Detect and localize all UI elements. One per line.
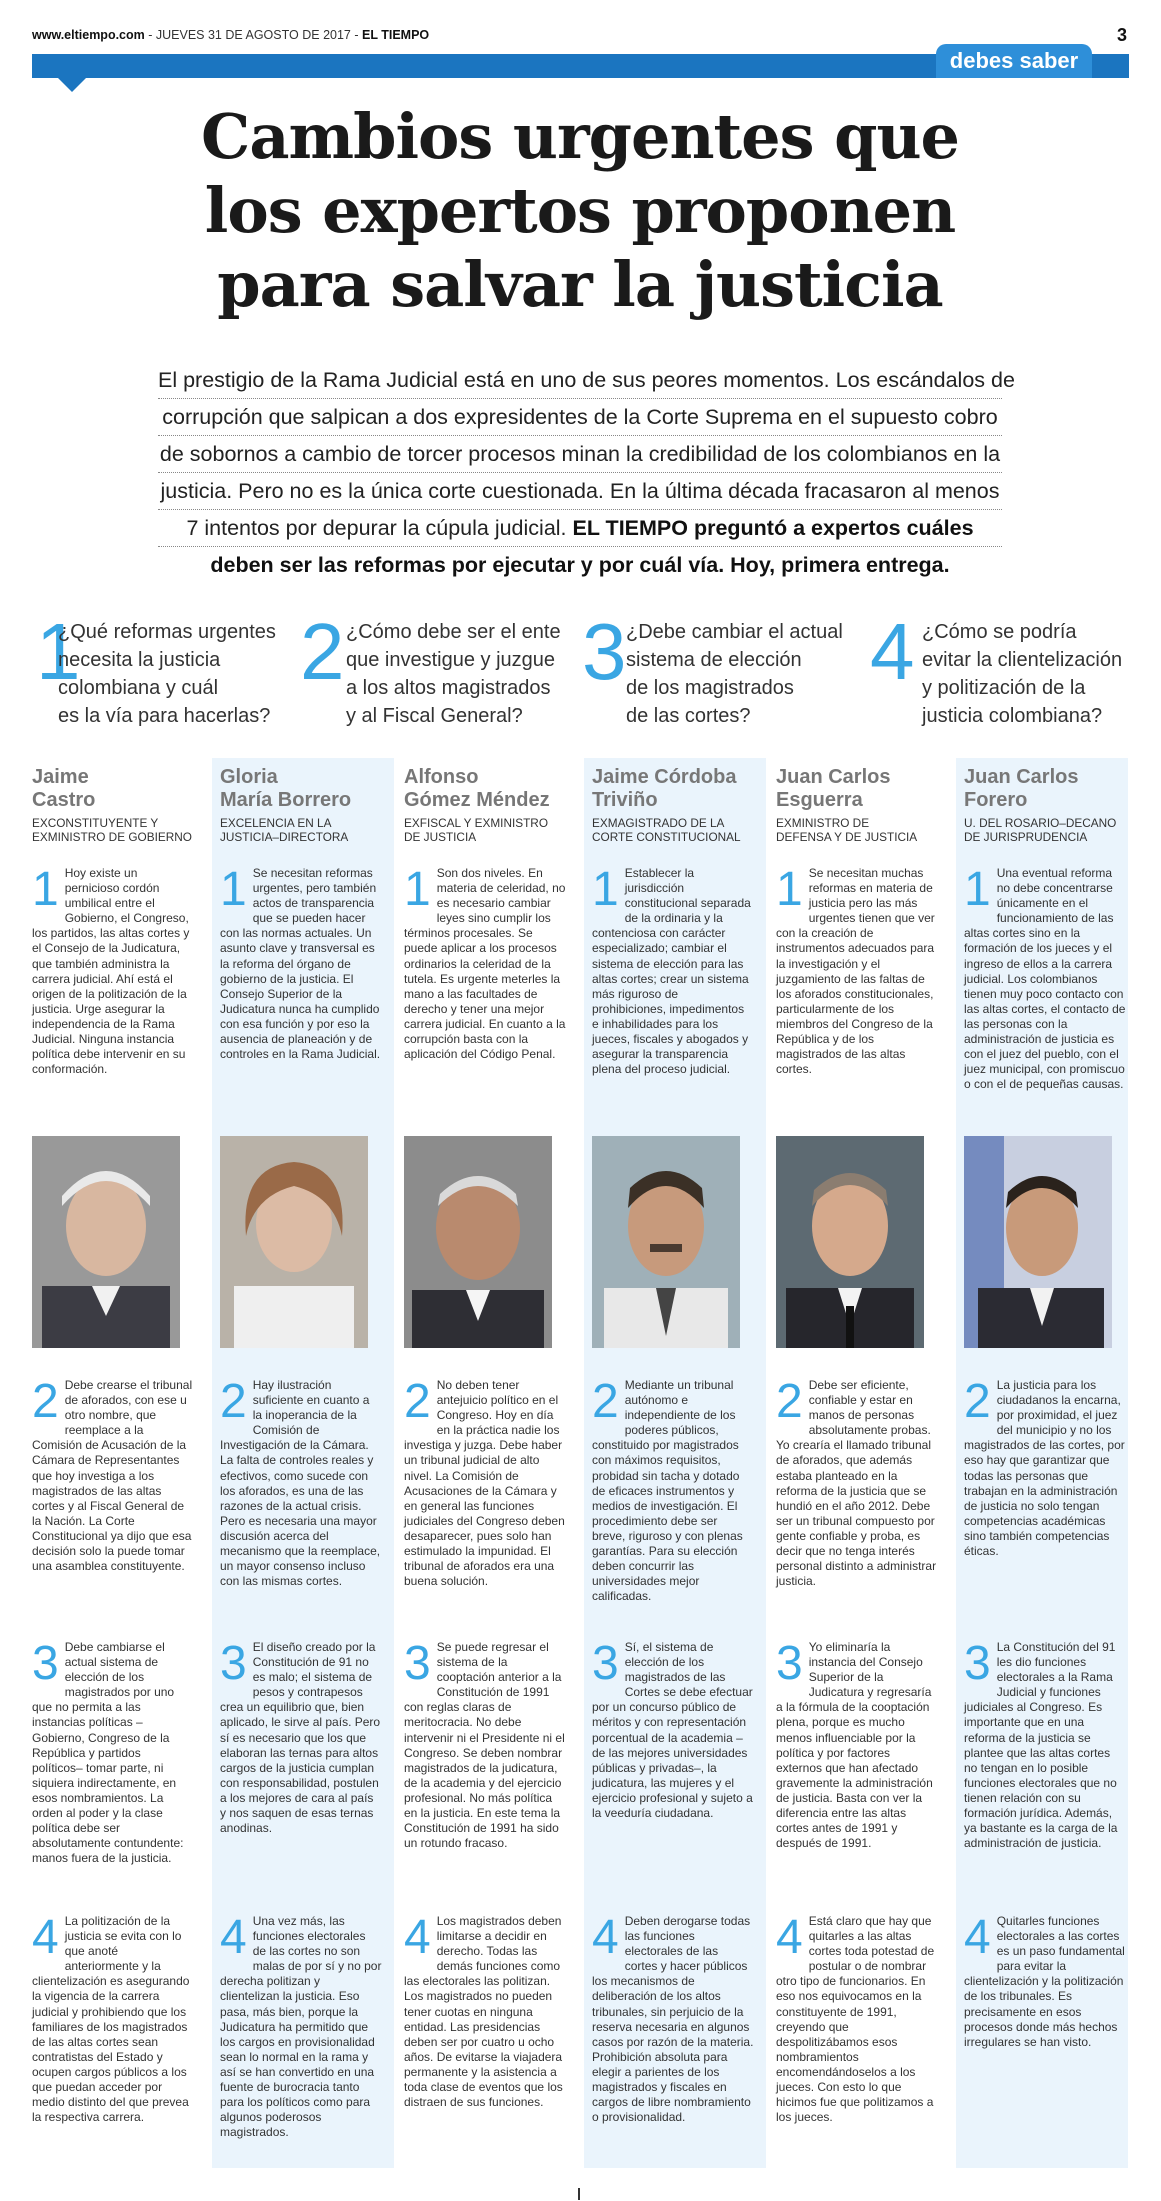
expert-column — [32, 758, 214, 2168]
page-number: 3 — [1116, 25, 1127, 45]
expert-column — [404, 758, 586, 2168]
paper-name: EL TIEMPO — [361, 28, 430, 42]
fold-mark — [578, 2188, 580, 2200]
expert-role: EXMAGISTRADO DE LA CORTE CONSTITUCIONAL — [592, 816, 741, 844]
question-number: 3 — [582, 607, 627, 696]
lead-line: justicia. Pero no es la única corte cuestionada. En la última década fracasaron al menos — [158, 473, 1002, 510]
expert-role: EXMINISTRO DE DEFENSA Y DE JUSTICIA — [776, 816, 918, 844]
expert-name: Juan Carlos Forero — [964, 766, 1079, 811]
answer-1: 1 Son dos niveles. En materia de celeridad, no es necesario cambiar leyes sino cumplir los términos procesales. Se puede aplicar a los procesos ordinarios la celeridad de la tutela. Es urgente meterles la mano a las facultades de derecho y tener una mejor carrera judicial. En cuanto a la corrupción basta con la aplicación del Código Penal. — [404, 863, 566, 1062]
question-3 — [582, 607, 852, 742]
headline — [130, 100, 1030, 322]
section-bar-notch — [58, 78, 86, 92]
portrait-photo — [592, 1136, 740, 1348]
expert-column — [584, 758, 766, 2168]
answer-2: 2 La justicia para los ciudadanos la encarna, por proximidad, el juez del municipio y no los magistrados de las cortes, por eso hay que garantizar que todas las personas que trabajan en la administración de justicia no solo tengan competencias académicas sino también competencias éticas. — [964, 1375, 1125, 1559]
answer-2: 2 Hay ilustración suficiente en cuanto a la inoperancia de la Comisión de Investigación de la Cámara. La falta de controles reales y efectivos, como sucede con los aforados, es una de las razones de la actual crisis. Pero es necesaria una mayor discusión acerca del mecanismo que la reemplace, un mayor consenso incluso con las mismas cortes. — [220, 1375, 381, 1589]
expert-column — [212, 758, 394, 2168]
question-text: ¿Qué reformas urgentes necesita la justicia colombiana y cuál es la vía para hacerlas? — [58, 621, 276, 727]
lead-line: 7 intentos por depurar la cúpula judicial. EL TIEMPO preguntó a expertos cuáles — [158, 510, 1002, 547]
answer-3: 3 Debe cambiarse el actual sistema de elección de los magistrados por uno que no permita a las instancias políticas –Gobierno, Congreso de la República y partidos políticos– tomar parte, ni siquiera indirectamente, en esos nombramientos. La orden al poder y la clase política debe ser absolutamente contundente: manos fuera de la justicia. — [32, 1637, 184, 1866]
question-1 — [36, 607, 306, 742]
question-2 — [300, 607, 580, 742]
question-4 — [870, 607, 1140, 742]
answer-3: 3 Se puede regresar el sistema de la cooptación anterior a la Constitución de 1991 con reglas claras de meritocracia. No debe intervenir ni el Presidente ni el Congreso. Se deben nombrar magistrados de la judicatura, de la academia y del ejercicio profesional. No más política en la justicia. En este tema la Constitución de 1991 ha sido un rotundo fracaso. — [404, 1637, 565, 1851]
answer-3: 3 La Constitución del 91 les dio funciones electorales a la Rama Judicial y funciones judiciales al Congreso. Es importante que en una reforma de la justicia se plantee que las altas cortes no tengan en lo posible funciones electorales que no tienen relación con su formación jurídica. Además, ya bastante es la carga de la administración de justicia. — [964, 1637, 1118, 1851]
portrait-photo — [32, 1136, 180, 1348]
answer-1: 1 Se necesitan reformas urgentes, pero también actos de transparencia que se pueden hacer con las normas actuales. Un asunto clave y transversal es la reforma del órgano de gobierno de la justicia. El Consejo Superior de la Judicatura nunca ha cumplido con esa función y por eso la ausencia de planeación y de controles en la Rama Judicial. — [220, 863, 381, 1062]
expert-role: U. DEL ROSARIO–DECANO DE JURISPRUDENCIA — [964, 816, 1117, 844]
question-number: 1 — [36, 607, 81, 696]
issue-date: JUEVES 31 DE AGOSTO DE 2017 — [155, 28, 351, 42]
masthead-line: www.eltiempo.com - JUEVES 31 DE AGOSTO DE 2017 - EL TIEMPO — [32, 28, 430, 42]
expert-name: Alfonso Gómez Méndez — [404, 766, 550, 811]
expert-name: Juan Carlos Esguerra — [776, 766, 891, 811]
portrait-photo — [776, 1136, 924, 1348]
answer-2: 2 Mediante un tribunal autónomo e independiente de los poderes públicos, constituido por magistrados con máximos requisitos, probidad sin tacha y dotado de eficaces instrumentos y medios de investigación. El procedimiento debe ser breve, riguroso y con plenas garantías. Para su elección deben concurrir las universidades mejor calificadas. — [592, 1375, 743, 1604]
expert-name: Gloria María Borrero — [220, 766, 352, 811]
answer-1: 1 Se necesitan muchas reformas en materia de justicia pero las más urgentes tienen que ver con la creación de instrumentos adecuados para la investigación y el juzgamiento de las faltas de los aforados constitucionales, particularmente de los miembros del Congreso de la República y de los magistrados de las altas cortes. — [776, 863, 935, 1077]
answer-4: 4 Una vez más, las funciones electorales de las cortes no son malas de por sí y no por derecha politizan y clientelizan la justicia. Eso pasa, más bien, porque la Judicatura ha permitido que los cargos en provisionalidad sean lo normal en la rama y así se han convertido en una fuente de burocracia tanto para los políticos como para algunos poderosos magistrados. — [220, 1911, 382, 2140]
answer-2: 2 No deben tener antejuicio político en el Congreso. Hoy en día en la práctica nadie los investiga y juzga. Debe haber un tribunal judicial de alto nivel. La Comisión de Acusaciones de la Cámara y en general las funciones judiciales del Congreso deben desaparecer, pues solo han estimulado la impunidad. El tribunal de aforados era una buena solución. — [404, 1375, 565, 1589]
lead-line: corrupción que salpican a dos expresidentes de la Corte Suprema en el supuesto cobro — [158, 399, 1002, 436]
expert-name: Jaime Córdoba Triviño — [592, 766, 737, 811]
lead-line: de sobornos a cambio de torcer procesos minan la credibilidad de los colombianos en la — [158, 436, 1002, 473]
portrait-photo — [220, 1136, 368, 1348]
headline-line: para salvar la justicia — [217, 248, 943, 321]
question-number: 2 — [300, 607, 345, 696]
site-url[interactable]: www.eltiempo.com — [32, 28, 145, 42]
answer-4: 4 Los magistrados deben limitarse a decidir en derecho. Todas las demás funciones como las electorales las politizan. Los magistrados no pueden tener cuotas en ninguna entidad. Las presidencias deben ser por cuatro u ocho años. De evitarse la viajadera permanente y la asistencia a toda clase de eventos que los distraen de sus funciones. — [404, 1911, 563, 2110]
headline-line: Cambios urgentes que — [201, 100, 959, 173]
portrait-photo — [404, 1136, 552, 1348]
section-tag: debes saber — [936, 44, 1092, 78]
question-text: ¿Debe cambiar el actual sistema de elección de los magistrados de las cortes? — [626, 621, 843, 727]
answer-3: 3 Sí, el sistema de elección de los magistrados de las Cortes se debe efectuar por un concurso público de méritos y con representación porcentual de la academia –de las mejores universidades públicas y privadas–, la judicatura, las mujeres y el ejercicio profesional y sujeto a la veeduría ciudadana. — [592, 1637, 753, 1821]
expert-role: EXCONSTITUYENTE Y EXMINISTRO DE GOBIERNO — [32, 816, 192, 844]
answer-1: 1 Hoy existe un pernicioso cordón umbilical entre el Gobierno, el Congreso, los partidos, las altas cortes y el Consejo de la Judicatura, que también administra la carrera judicial. Ahí está el origen de la politización de la justicia. Urge asegurar la independencia de la Rama Judicial. Ninguna instancia política debe intervenir en su conformación. — [32, 863, 190, 1077]
lead-paragraph — [158, 362, 1015, 583]
answer-4: 4 Quitarles funciones electorales a las cortes es un paso fundamental para evitar la clientelización y la politización de los tribunales. Es precisamente en esos procesos donde más hechos irregulares se han visto. — [964, 1911, 1125, 2049]
expert-column — [956, 758, 1128, 2168]
answer-1: 1 Establecer la jurisdicción constitucional separada de la ordinaria y la contenciosa con carácter especializado; cambiar el sistema de elección para las altas cortes; crear un sistema más riguroso de prohibiciones, impedimentos e inhabilidades para los jueces, fiscales y abogados y asegurar la transparencia plena del proceso judicial. — [592, 863, 751, 1077]
expert-name: Jaime Castro — [32, 766, 96, 811]
question-number: 4 — [870, 607, 915, 696]
lead-line: deben ser las reformas por ejecutar y por cuál vía. Hoy, primera entrega. — [210, 553, 950, 577]
answer-2: 2 Debe crearse el tribunal de aforados, con ese u otro nombre, que reemplace a la Comisión de Acusación de la Cámara de Representantes que hoy investiga a los magistrados de las altas cortes y al Fiscal General de la Nación. La Corte Constitucional ya dijo que esa decisión solo la puede tomar una asamblea constituyente. — [32, 1375, 193, 1574]
answer-2: 2 Debe ser eficiente, confiable y estar en manos de personas absolutamente probas. Yo crearía el llamado tribunal de aforados, que además estaba planteado en la reforma de la justicia que se hundió en el año 2012. Debe ser un tribunal compuesto por gente confiable y proba, es decir que no tenga interés personal distinto a administrar justicia. — [776, 1375, 937, 1589]
answer-3: 3 Yo eliminaría la instancia del Consejo Superior de la Judicatura y regresaría a la fórmula de la cooptación plena, porque es mucho menos influenciable por la política y por factores externos que han afectado gravemente la administración de justicia. Basta con ver la diferencia entre las altas cortes antes de 1991 y después de 1991. — [776, 1637, 933, 1851]
answer-1: 1 Una eventual reforma no debe concentrarse únicamente en el funcionamiento de las altas cortes sino en la formación de los jueces y el ingreso de ellos a la carrera judicial. Los colombianos tienen muy poco contacto con las altas cortes, el contacto de las personas con la administración de justicia es con el juez del pueblo, con el juez municipal, con promiscuo o con el de pequeñas causas. — [964, 863, 1126, 1092]
lead-line: El prestigio de la Rama Judicial está en uno de sus peores momentos. Los escándalos de — [158, 362, 1002, 399]
headline-line: los expertos proponen — [204, 174, 956, 247]
portrait-photo — [964, 1136, 1112, 1348]
question-text: ¿Cómo debe ser el ente que investigue y juzgue a los altos magistrados y al Fiscal General? — [346, 621, 561, 727]
question-text: ¿Cómo se podría evitar la clientelización y politización de la justicia colombiana? — [922, 621, 1123, 727]
answer-4: 4 La politización de la justicia se evita con lo que anoté anteriormente y la clientelización es asegurando la vigencia de la carrera judicial y prohibiendo que los familiares de los magistrados de las altas cortes sean contratistas del Estado y ocupen cargos públicos a los que puedan acceder por medio distinto del que prevea la respectiva carrera. — [32, 1911, 190, 2125]
expert-role: EXFISCAL Y EXMINISTRO DE JUSTICIA — [404, 816, 549, 844]
expert-column — [776, 758, 958, 2168]
answer-4: 4 Deben derogarse todas las funciones electorales de las cortes y hacer públicos los mecanismos de deliberación de los altos tribunales, sin perjuicio de la reserva necesaria en algunos casos por razón de la materia. Prohibición absoluta para elegir a parientes de los magistrados y fiscales en cargos de libre nombramiento o provisionalidad. — [592, 1911, 754, 2125]
expert-role: EXCELENCIA EN LA JUSTICIA–DIRECTORA — [220, 816, 349, 844]
answer-4: 4 Está claro que hay que quitarles a las altas cortes toda potestad de postular o de nombrar otro tipo de funcionarios. En eso nos equivocamos en la constituyente de 1991, creyendo que despolitizábamos esos nombramientos encomendándoselos a los jueces. Con esto lo que hicimos fue que politizamos a los jueces. — [776, 1911, 935, 2125]
answer-3: 3 El diseño creado por la Constitución de 91 no es malo; el sistema de pesos y contrapesos crea un equilibrio que, bien aplicado, le sirve al país. Pero sí es necesario que los que elaboran las ternas para altos cargos de la justicia cumplan con responsabilidad, postulen a los mejores de cara al país y nos saquen de esas ternas anodinas. — [220, 1637, 381, 1836]
